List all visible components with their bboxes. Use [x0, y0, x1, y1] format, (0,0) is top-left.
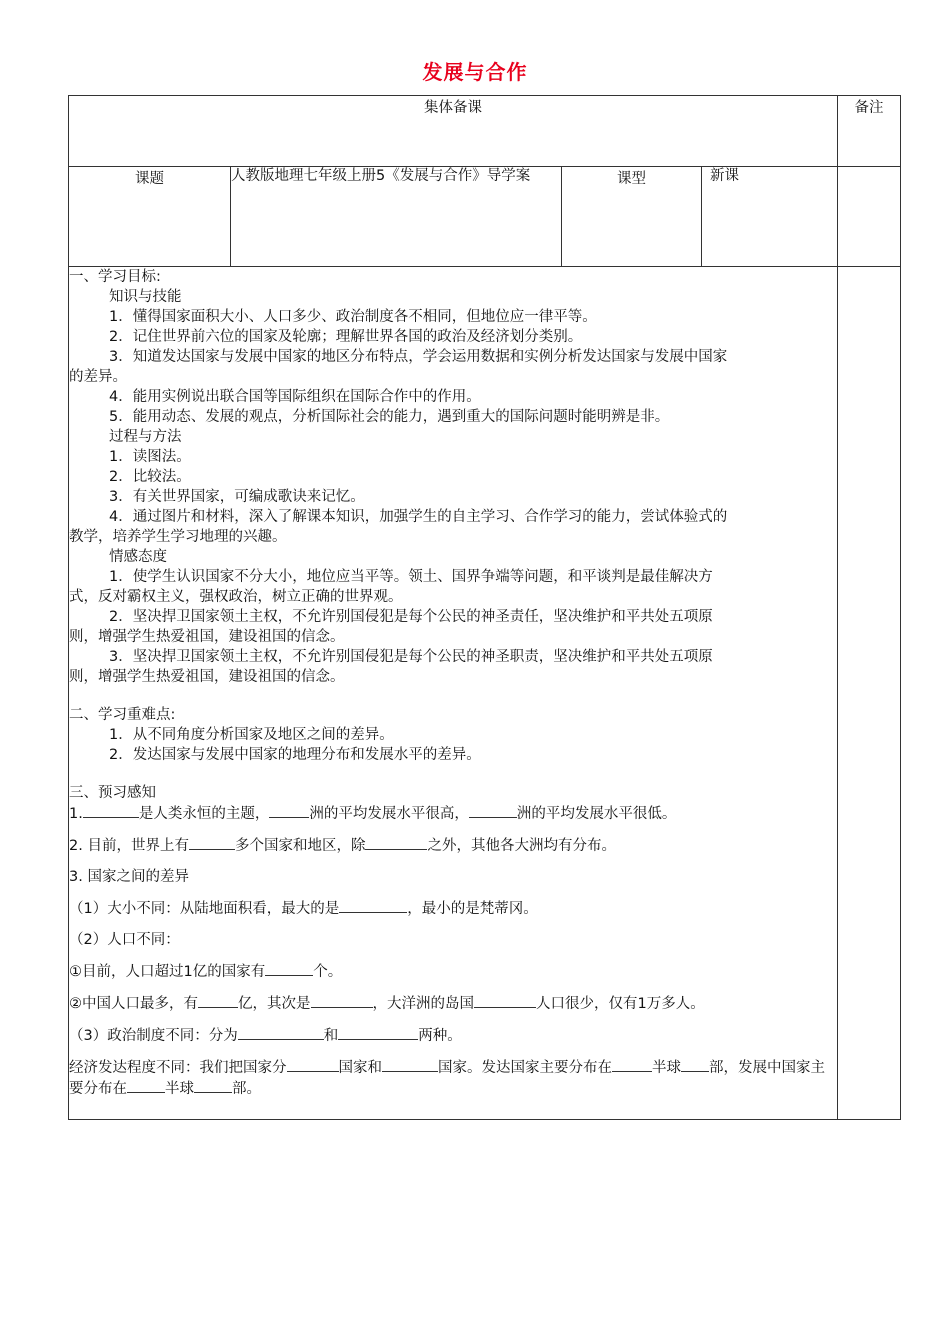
goal-e2a: 2．坚决捍卫国家领土主权，不允许别国侵犯是每个公民的神圣责任，坚决维护和平共处五项原 [109, 609, 713, 625]
blank[interactable] [469, 803, 517, 818]
goal-p4b: 教学，培养学生学习地理的兴趣。 [69, 529, 287, 545]
blank[interactable] [189, 835, 235, 850]
blank[interactable] [198, 993, 238, 1008]
lesson-table [68, 95, 901, 1120]
goal-k5: 5．能用动态、发展的观点，分析国际社会的能力，遇到重大的国际问题时能明辨是非。 [109, 409, 670, 425]
blank[interactable] [612, 1057, 652, 1072]
goal-k4: 4．能用实例说出联合国等国际组织在国际合作中的作用。 [109, 389, 481, 405]
goal-p4a: 4．通过图片和材料，深入了解课本知识，加强学生的自主学习、合作学习的能力，尝试体验式的 [109, 509, 728, 525]
keti-value: 人教版地理七年级上册5《发展与合作》导学案 [231, 167, 562, 267]
emotion-heading: 情感态度 [109, 549, 167, 565]
difficulty-1: 1．从不同角度分析国家及地区之间的差异。 [109, 727, 394, 743]
goal-k3a: 3．知道发达国家与发展中国家的地区分布特点，学会运用数据和实例分析发达国家与发展中国家 [109, 349, 728, 365]
goal-p1: 1．读图法。 [109, 449, 191, 465]
question-3-2: （2）人口不同： [69, 932, 180, 948]
question-1: 1. 是人类永恒的主题， 洲的平均发展水平很高， 洲的平均发展水平很低。 [69, 803, 837, 824]
blank[interactable] [365, 835, 427, 850]
goal-e1b: 式，反对霸权主义，强权政治，树立正确的世界观。 [69, 589, 403, 605]
page-title: 发展与合作 [422, 60, 528, 84]
goal-e1a: 1．使学生认识国家不分大小，地位应当平等。领土、国界争端等问题，和平谈判是最佳解决方 [109, 569, 713, 585]
blank[interactable] [338, 1025, 418, 1040]
question-2: 2. 目前，世界上有 多个国家和地区，除 之外，其他各大洲均有分布。 [69, 835, 837, 856]
goal-p2: 2．比较法。 [109, 469, 191, 485]
blank[interactable] [269, 803, 309, 818]
blank[interactable] [287, 1057, 339, 1072]
goal-e3a: 3．坚决捍卫国家领土主权，不允许别国侵犯是每个公民的神圣职责，坚决维护和平共处五项原 [109, 649, 713, 665]
beizhu-header: 备注 [838, 96, 901, 167]
blank[interactable] [339, 898, 407, 913]
goal-k3b: 的差异。 [69, 369, 127, 385]
blank[interactable] [265, 961, 313, 976]
question-4: 经济发达程度不同：我们把国家分 国家和 国家。发达国家主要分布在 半球 部，发展中国家主要分布在 半球 部。 [69, 1057, 837, 1099]
jiti-header: 集体备课 [69, 96, 838, 167]
blank[interactable] [194, 1078, 232, 1093]
beizhu-cell-2 [838, 167, 901, 267]
goal-e3b: 则，增强学生热爱祖国，建设祖国的信念。 [69, 669, 345, 685]
kexing-label: 课型 [562, 167, 702, 267]
blank[interactable] [681, 1057, 709, 1072]
kexing-value: 新课 [702, 167, 838, 267]
beizhu-cell-3 [838, 267, 901, 1120]
blank[interactable] [238, 1025, 324, 1040]
question-3-2b: ②中国人口最多，有 亿，其次是 ，大洋洲的岛国 人口很少，仅有1万多人。 [69, 993, 837, 1014]
blank[interactable] [127, 1078, 165, 1093]
process-heading: 过程与方法 [109, 429, 182, 445]
section3-heading: 三、预习感知 [69, 785, 156, 801]
question-3-1: （1）大小不同：从陆地面积看，最大的是 ，最小的是梵蒂冈。 [69, 898, 837, 919]
question-3-3: （3）政治制度不同：分为 和 两种。 [69, 1025, 837, 1046]
content-cell [69, 267, 838, 1120]
blank[interactable] [311, 993, 373, 1008]
blank[interactable] [474, 993, 536, 1008]
question-3: 3. 国家之间的差异 [69, 869, 189, 885]
goal-k2: 2．记住世界前六位的国家及轮廓；理解世界各国的政治及经济划分类别。 [109, 329, 583, 345]
blank[interactable] [83, 803, 139, 818]
question-3-2a: ①目前，人口超过1亿的国家有 个。 [69, 961, 837, 982]
difficulty-2: 2．发达国家与发展中国家的地理分布和发展水平的差异。 [109, 747, 481, 763]
goal-p3: 3．有关世界国家，可编成歌诀来记忆。 [109, 489, 365, 505]
keti-label: 课题 [69, 167, 231, 267]
section2-heading: 二、学习重难点: [69, 707, 176, 723]
goal-k1: 1．懂得国家面积大小、人口多少、政治制度各不相同，但地位应一律平等。 [109, 309, 597, 325]
blank[interactable] [382, 1057, 438, 1072]
goal-e2b: 则，增强学生热爱祖国，建设祖国的信念。 [69, 629, 345, 645]
knowledge-heading: 知识与技能 [109, 289, 182, 305]
section1-heading: 一、学习目标: [69, 269, 161, 285]
